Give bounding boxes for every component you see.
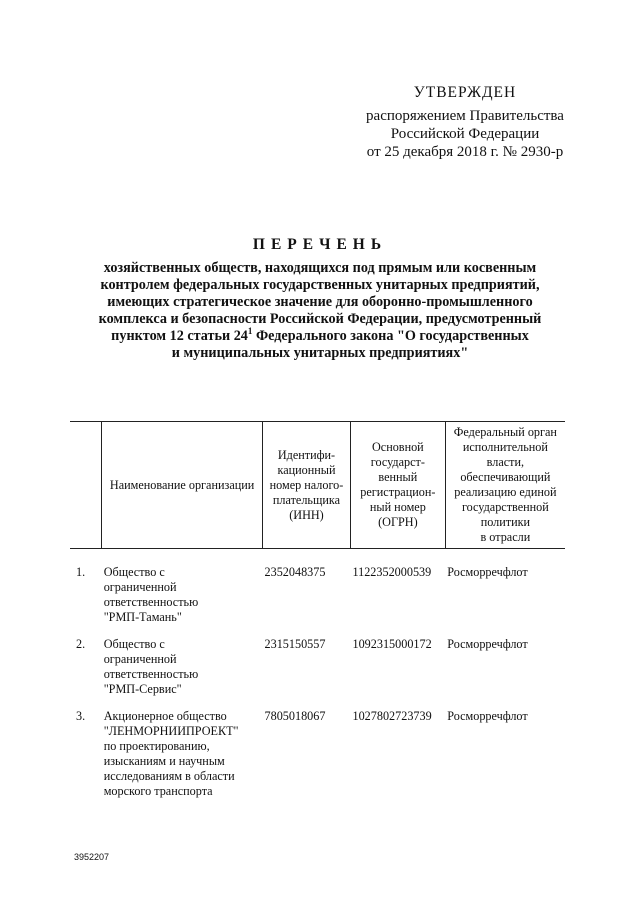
document-title: ПЕРЕЧЕНЬ — [252, 236, 388, 253]
row-ogrn: 1122352000539 — [352, 565, 432, 579]
organizations-table — [70, 421, 565, 811]
row-number: 2. — [76, 637, 86, 651]
document-code: 3952207 — [74, 852, 110, 862]
approval-line-1: распоряжением Правительства — [366, 108, 564, 124]
subtitle-line-4: комплекса и безопасности Российской Федерации, предусмотренный — [98, 311, 542, 327]
approved-label: УТВЕРЖДЕН — [413, 84, 517, 101]
header-authority-line: в отрасли — [480, 530, 531, 544]
header-inn-line: плательщика — [272, 492, 341, 507]
header-authority — [445, 422, 565, 549]
name-line: Общество с — [103, 637, 165, 651]
header-authority-line: власти, — [486, 455, 525, 469]
name-line: изысканиям и научным — [103, 754, 225, 768]
header-ogrn-line: регистрацион- — [360, 485, 436, 499]
row-ogrn: 1027802723739 — [352, 709, 432, 723]
subtitle-article-superscript: 1 — [247, 326, 253, 336]
name-line: морского транспорта — [103, 784, 213, 798]
subtitle-line-5-start: пунктом 12 статьи 24 — [111, 328, 248, 344]
name-line: по проектированию, — [103, 739, 210, 753]
header-inn-line: номер налого- — [269, 477, 344, 492]
header-authority-line: государственной — [461, 500, 549, 514]
header-inn — [263, 422, 351, 549]
header-name: Наименование организации — [102, 422, 263, 549]
subtitle-line-1: хозяйственных обществ, находящихся под прямым или косвенным — [103, 260, 537, 276]
row-authority: Росморречфлот — [447, 637, 528, 651]
row-authority: Росморречфлот — [447, 709, 528, 723]
approval-block — [350, 84, 580, 161]
row-organization-name — [102, 709, 263, 811]
header-inn-line: Идентифи- — [277, 447, 336, 462]
table-row — [70, 549, 565, 638]
subtitle-line-3: имеющих стратегическое значение для оборонно-промышленного — [107, 294, 533, 310]
row-organization-name — [102, 549, 263, 638]
subtitle-line-5-end: Федерального закона "О государственных — [252, 328, 529, 344]
header-ogrn-line: Основной — [371, 440, 424, 454]
header-ogrn-line: венный — [378, 470, 418, 484]
header-ogrn-line: ный номер — [369, 500, 426, 514]
header-ogrn-line: (ОГРН) — [378, 515, 418, 529]
table-row — [70, 709, 565, 811]
row-inn: 7805018067 — [264, 709, 326, 723]
header-ogrn — [350, 422, 445, 549]
header-inn-line: кационный — [277, 462, 336, 477]
row-inn: 2352048375 — [264, 565, 326, 579]
name-line: "РМП-Тамань" — [103, 610, 182, 624]
approval-line-3: от 25 декабря 2018 г. № 2930-р — [366, 144, 564, 160]
table-row — [70, 637, 565, 709]
row-inn: 2315150557 — [264, 637, 326, 651]
subtitle-line-6: и муниципальных унитарных предприятиях" — [171, 345, 469, 361]
header-authority-line: исполнительной — [462, 440, 548, 454]
approval-line-2: Российской Федерации — [390, 126, 540, 142]
document-subtitle — [50, 260, 590, 362]
name-line: "РМП-Сервис" — [103, 682, 182, 696]
name-line: Акционерное общество — [103, 709, 227, 723]
header-authority-line: Федеральный орган — [453, 425, 557, 439]
subtitle-line-2: контролем федеральных государственных унитарных предприятий, — [100, 277, 540, 293]
name-line: ответственностью — [103, 667, 199, 681]
table-header-row — [70, 422, 565, 549]
name-line: исследованиям в области — [103, 769, 235, 783]
header-authority-line: политики — [480, 515, 531, 529]
name-line: Общество с — [103, 565, 165, 579]
row-authority: Росморречфлот — [447, 565, 528, 579]
subtitle-line-5 — [50, 328, 590, 345]
header-authority-line: обеспечивающий — [460, 470, 551, 484]
header-authority-line: реализацию единой — [454, 485, 557, 499]
header-inn-line: (ИНН) — [289, 507, 324, 522]
header-number-cell — [70, 422, 102, 549]
name-line: ограниченной — [103, 580, 177, 594]
name-line: ограниченной — [103, 652, 177, 666]
row-organization-name — [102, 637, 263, 709]
header-ogrn-line: государст- — [370, 455, 425, 469]
name-line: ответственностью — [103, 595, 199, 609]
row-number: 3. — [76, 709, 86, 723]
row-ogrn: 1092315000172 — [352, 637, 432, 651]
name-line: "ЛЕНМОРНИИПРОЕКТ" — [103, 724, 239, 738]
row-number: 1. — [76, 565, 86, 579]
